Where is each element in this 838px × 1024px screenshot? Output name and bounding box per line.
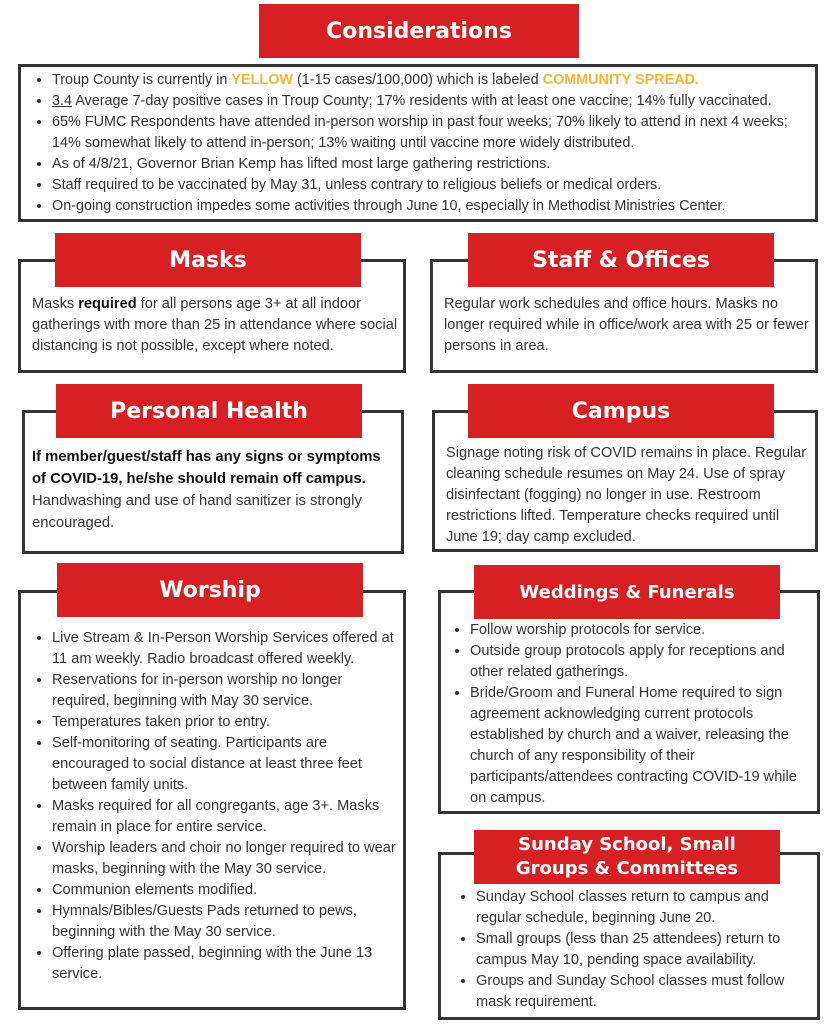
list-item: • Troup County is currently in YELLOW (1-15 cases/100,000) which is labeled COMMUNITY SPREAD.	[52, 70, 814, 91]
considerations-title: Considerations	[259, 4, 579, 58]
list-item: • Live Stream & In-Person Worship Services offered at 11 am weekly. Radio broadcast offered weekly.	[52, 628, 398, 670]
list-item: • Follow worship protocols for service.	[470, 620, 816, 641]
list-item: • On-going construction impedes some activities through June 10, especially in Methodist Ministries Center.	[52, 196, 814, 217]
status-community-spread: COMMUNITY SPREAD.	[542, 72, 700, 88]
list-item: • Worship leaders and choir no longer required to wear masks, beginning with the May 30 service.	[52, 838, 398, 880]
campus-text: Signage noting risk of COVID remains in place. Regular cleaning schedule resumes on May 24. Use of spray disinfectant (fogging) no longer in use. Restroom restrictions lifted. Temperature checks required until June 19; day camp excluded.	[446, 445, 807, 545]
list-item: • Communion elements modified.	[52, 880, 398, 901]
list-item: • Staff required to be vaccinated by May 31, unless contrary to religious beliefs or medical orders.	[52, 175, 814, 196]
list-item: • Reservations for in-person worship no longer required, beginning with May 30 service.	[52, 670, 398, 712]
sunday-school-title: Sunday School, Small Groups & Committees	[474, 830, 780, 884]
list-item: • Temperatures taken prior to entry.	[52, 712, 398, 733]
personal-health-title: Personal Health	[56, 384, 362, 438]
masks-title: Masks	[55, 233, 361, 287]
list-item: • 3.4 Average 7-day positive cases in Troup County; 17% residents with at least one vaccine; 14% fully vaccinated.	[52, 91, 814, 112]
list-item: • Masks required for all congregants, age 3+. Masks remain in place for entire service.	[52, 796, 398, 838]
worship-title: Worship	[57, 563, 363, 617]
personal-health-text: If member/guest/staff has any signs or symptoms of COVID-19, he/she should remain off campus. Handwashing and use of hand sanitizer is strongly encouraged.	[32, 449, 381, 531]
weddings-funerals-list	[450, 620, 816, 809]
considerations-list	[32, 70, 814, 217]
weddings-funerals-title: Weddings & Funerals	[474, 565, 780, 619]
list-item: • Small groups (less than 25 attendees) return to campus May 10, pending space availability.	[476, 929, 814, 971]
list-item: • Hymnals/Bibles/Guests Pads returned to pews, beginning with the May 30 service.	[52, 901, 398, 943]
list-item: • Sunday School classes return to campus and regular schedule, beginning June 20.	[476, 887, 814, 929]
list-item: • Groups and Sunday School classes must follow mask requirement.	[476, 971, 814, 1013]
staff-text: Regular work schedules and office hours. Masks no longer required while in office/work area with 25 or fewer persons in area.	[444, 296, 809, 354]
worship-list	[32, 628, 398, 985]
list-item: • 65% FUMC Respondents have attended in-person worship in past four weeks; 70% likely to attend in next 4 weeks; 14% somewhat likely to attend in-person; 13% waiting until vaccine more widely distributed.	[52, 112, 814, 154]
campus-title: Campus	[468, 384, 774, 438]
list-item: • Self-monitoring of seating. Participants are encouraged to social distance at least three feet between family units.	[52, 733, 398, 796]
list-item: • As of 4/8/21, Governor Brian Kemp has lifted most large gathering restrictions.	[52, 154, 814, 175]
staff-title: Staff & Offices	[468, 233, 774, 287]
masks-text: Masks required for all persons age 3+ at all indoor gatherings with more than 25 in attendance where social distancing is not possible, except where noted.	[32, 296, 398, 354]
list-item: • Offering plate passed, beginning with the June 13 service.	[52, 943, 398, 985]
status-yellow: YELLOW	[231, 72, 293, 88]
sunday-school-list	[456, 887, 814, 1013]
list-item: • Bride/Groom and Funeral Home required to sign agreement acknowledging current protocols established by church and a waiver, releasing the church of any responsibility of their participants/attendees contracting COVID-19 while on campus.	[470, 683, 816, 809]
list-item: • Outside group protocols apply for receptions and other related gatherings.	[470, 641, 816, 683]
